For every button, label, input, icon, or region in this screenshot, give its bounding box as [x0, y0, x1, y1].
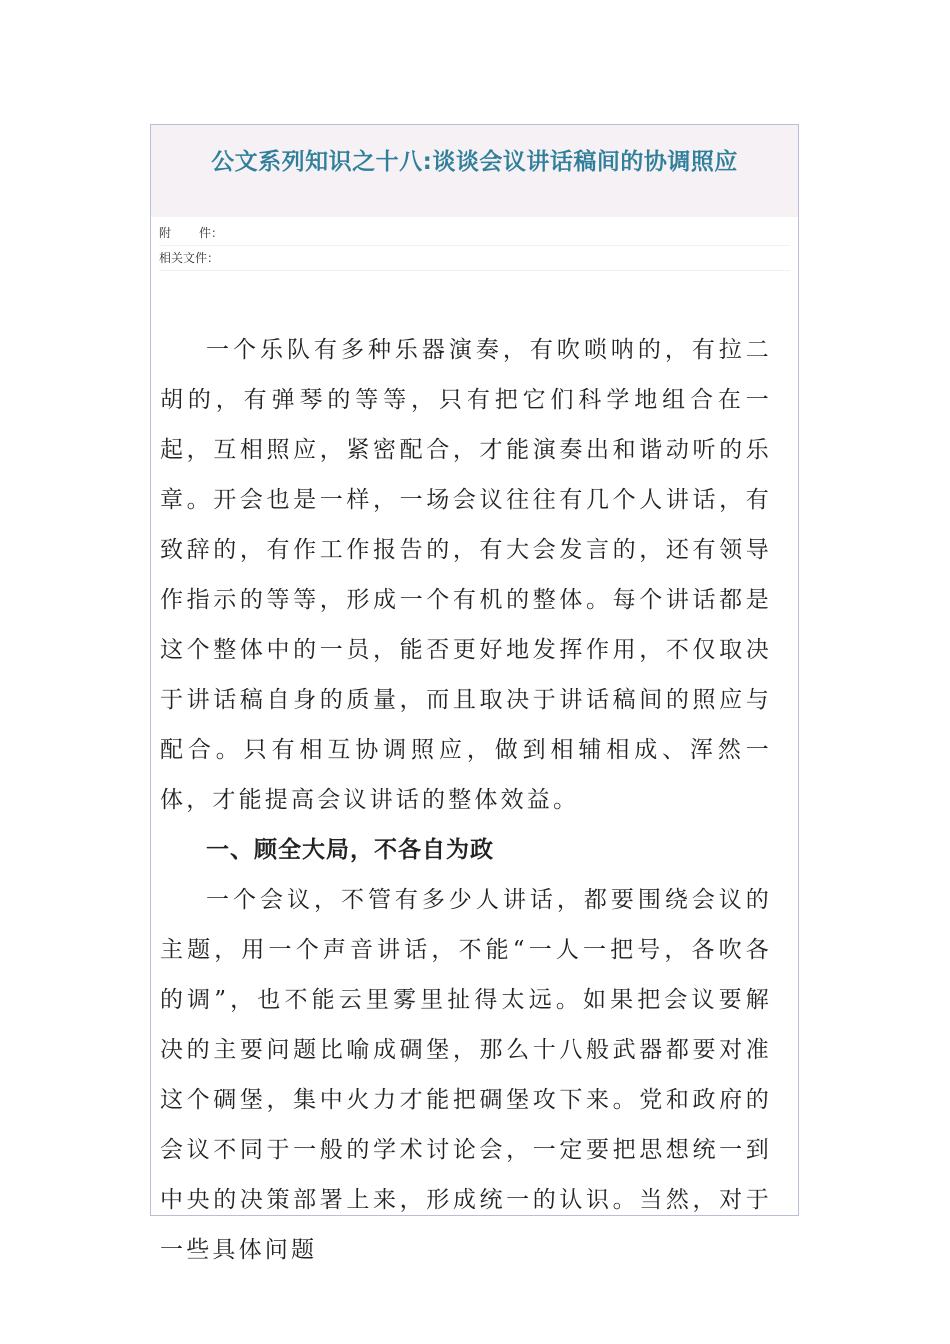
document-title: 公文系列知识之十八:谈谈会议讲话稿间的协调照应 [211, 149, 738, 175]
intro-paragraph: 一个乐队有多种乐器演奏，有吹唢呐的，有拉二胡的，有弹琴的等等，只有把它们科学地组合在一起，互相照应，紧密配合，才能演奏出和谐动听的乐章。开会也是一样，一场会议往往有几个人讲话，有致辞的，有作工作报告的，有大会发言的，还有领导作指示的等等，形成一个有机的整体。每个讲话都是这个整体中的一员，能否更好地发挥作用，不仅取决于讲话稿自身的质量，而且取决于讲话稿间的照应与配合。只有相互协调照应，做到相辅相成、浑然一体，才能提高会议讲话的整体效益。 [160, 337, 772, 813]
document-body [160, 325, 772, 1275]
attachment-label-b: 件： [199, 226, 224, 240]
related-files-row [159, 246, 790, 271]
section-heading: 一、顾全大局，不各自为政 [206, 837, 494, 863]
attachment-label-a: 附 [159, 226, 172, 240]
section-paragraph: 一个会议，不管有多少人讲话，都要围绕会议的主题，用一个声音讲话，不能“一人一把号，各吹各的调”，也不能云里雾里扯得太远。如果把会议要解决的主要问题比喻成碉堡，那么十八般武器都要对准这个碉堡，集中火力才能把碉堡攻下来。党和政府的会议不同于一般的学术讨论会，一定要把思想统一到中央的决策部署上来，形成统一的认识。当然，对于一些具体问题 [160, 887, 772, 1263]
document-meta [159, 221, 790, 271]
title-band [151, 125, 798, 217]
related-files-label: 相关文件： [159, 251, 220, 265]
document-frame [150, 124, 799, 1263]
attachment-row [159, 221, 790, 246]
